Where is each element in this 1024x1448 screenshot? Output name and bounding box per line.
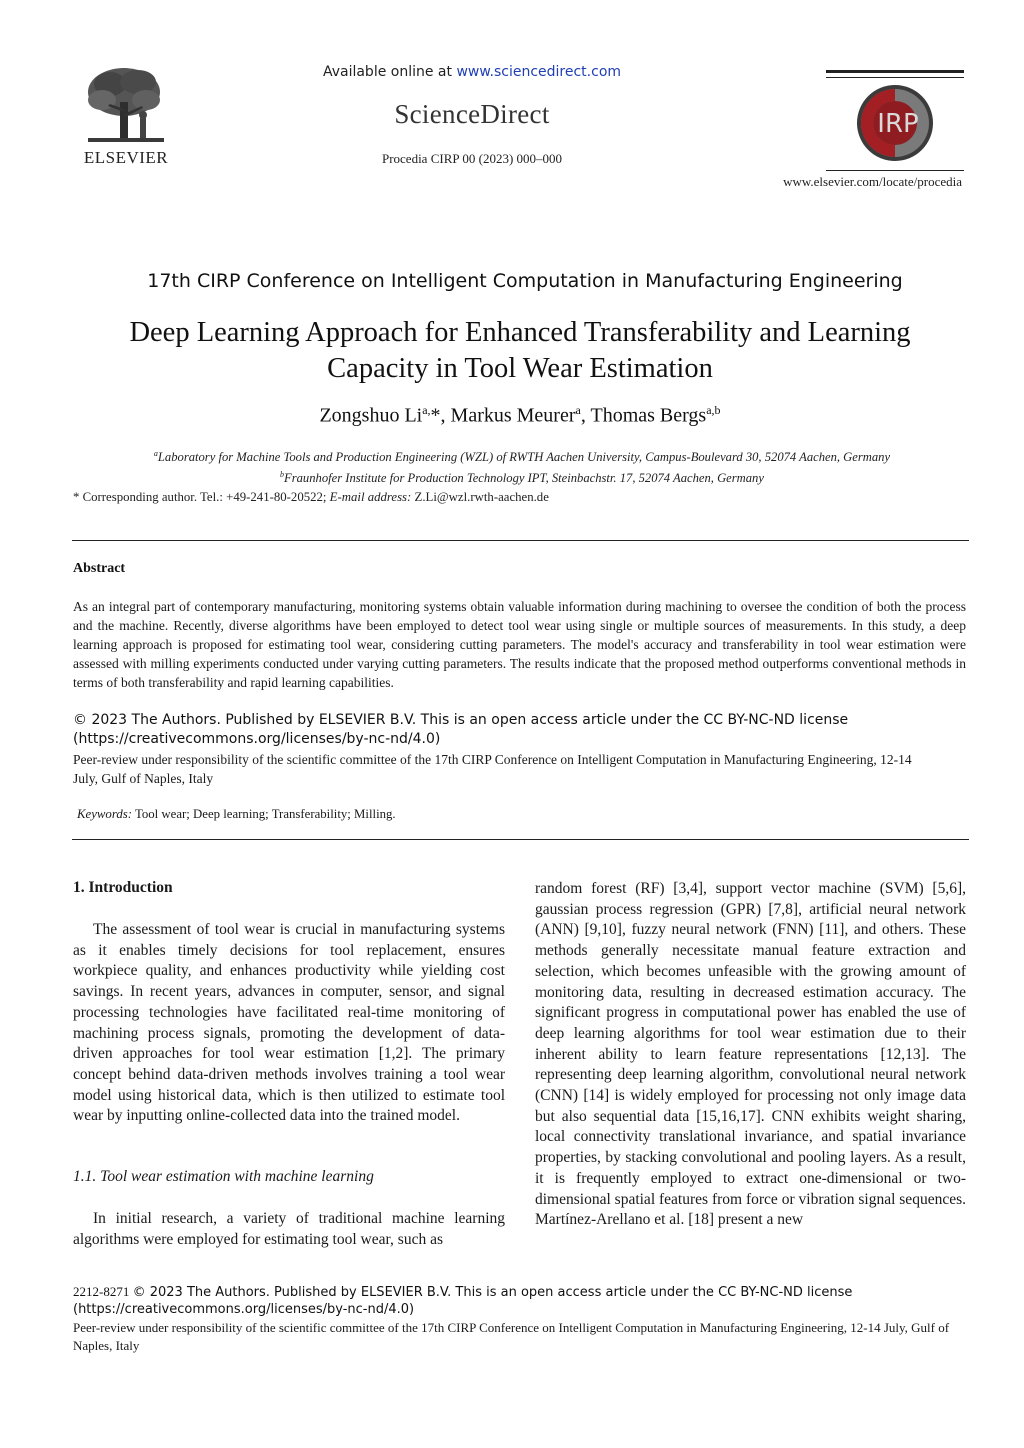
author-sup: a (575, 403, 581, 417)
intro-paragraph-1: The assessment of tool wear is crucial in manufacturing systems as it enables timely decisions for tool replacement, ensures workpiece quality, and enhances productivity while yielding cost savings. In recent years, advances in computer, sensor, and signal processing technologies have facilitated real-time monitoring of machining process signals, promoting the development of data-driven approaches for tool wear estimation [1,2]. The primary concept behind data-driven methods involves training a tool wear model using historical data, which is then utilized to estimate tool wear by inputting online-collected data into the trained model. (73, 921, 505, 1125)
paper-title-line2: Capacity in Tool Wear Estimation (327, 353, 713, 384)
license-url[interactable]: (https://creativecommons.org/licenses/by-nc-nd/4.0) (73, 731, 441, 747)
footer-license-line1: © 2023 The Authors. Published by ELSEVIER B.V. This is an open access article under the CC BY-NC-ND license (132, 1285, 853, 1300)
author-sup: a, (422, 403, 431, 417)
footer-issn: 2212-8271 (73, 1284, 133, 1299)
author-name: Thomas Bergs (590, 404, 707, 427)
journal-line: Procedia CIRP 00 (2023) 000–000 (381, 151, 563, 166)
abstract-heading: Abstract (73, 561, 126, 576)
sciencedirect-title: ScienceDirect (394, 99, 550, 129)
elsevier-wordmark: ELSEVIER (83, 148, 169, 167)
author-list: Zongshuo $Li^{a,}*$, Markus Meurer$^a$, Thomas Bergs$^{a,b}$ (319, 403, 721, 427)
divider-bottom (72, 839, 969, 840)
keywords-text: Tool wear; Deep learning; Transferability; Milling. (131, 807, 396, 821)
peer-review: Peer-review under responsibility of the scientific committee of the 17th CIRP Conference on Intelligent Computation in Manufacturing Engineering, 12-14 July, Gulf of Naples, Italy (73, 752, 912, 786)
affiliations (60, 445, 984, 487)
corresponding-author: * Corresponding author. Tel.: +49-241-80-20522; E-mail address: Z.Li@wzl.rwth-aachen.de (73, 490, 549, 504)
right-column-paragraph: random forest (RF) [3,4], support vector machine (SVM) [5,6], gaussian process regression (GPR) [7,8], artificial neural network (ANN) [9,10], fuzzy neural network (FNN) [11], and others. These methods generally necessitate manual feature extraction and selection, which becomes unfeasible with the growing amount of monitoring data, resulting in decreased estimation accuracy. The significant progress in computational power has enabled the use of deep learning algorithms for tool wear estimation due to their inherent ability to learn feature representations [12,13]. The representing deep learning algorithm, convolutional neural network (CNN) [14] is widely employed for processing not only image data but also sequential data [15,16,17]. CNN exhibits weight sharing, local connectivity translational invariance, and spatial invariance properties, by stacking convolutional and pooling layers. As a result, it is frequently employed to extract one-dimensional or two-dimensional spatial features from force or vibration signal sequences. Martínez-Arellano et al. [18] present a new (535, 880, 966, 1229)
email-address[interactable]: Z.Li@wzl.rwth-aachen.de (411, 490, 549, 504)
cirp-logo-block (826, 70, 964, 174)
divider-top (72, 540, 969, 541)
available-online (280, 64, 664, 80)
conference-name: 17th CIRP Conference on Intelligent Computation in Manufacturing Engineering (147, 270, 903, 292)
paper-title (40, 315, 1000, 387)
keywords (77, 807, 937, 822)
section-heading-introduction: 1. Introduction (73, 879, 173, 896)
author-sup: a,b (706, 403, 721, 417)
elsevier-tree-icon (80, 62, 172, 148)
cirp-logo-icon (826, 80, 964, 170)
locate-url: www.elsevier.com/locate/procedia (783, 174, 962, 189)
sciencedirect-link[interactable]: www.sciencedirect.com (456, 64, 622, 80)
cirp-logo-text: IRP (877, 109, 919, 139)
abstract-text: As an integral part of contemporary manufacturing, monitoring systems obtain valuable information during machining to oversee the condition of both the process and the machine. Recently, diverse algorithms have been employed to detect tool wear using single or multiple sources of measurements. In this study, a deep learning approach is proposed for estimating tool wear, considering cutting parameters. The model's accuracy and transferability in tool wear estimation were assessed with milling experiments conducted under varying cutting parameters. The results indicate that the proposed method outperforms conventional methods in terms of both transferability and rapid learning capabilities. (73, 599, 966, 690)
license-statement (73, 711, 973, 749)
intro-paragraph-2: In initial research, a variety of traditional machine learning algorithms were employed for estimating tool wear, such as (73, 1210, 505, 1248)
author-name: Markus Meurer (450, 404, 576, 427)
footer-peer-review: Peer-review under responsibility of the scientific committee of the 17th CIRP Conference on Intelligent Computation in Manufacturing Engineering, 12-14 July, Gulf of Naples, Italy (73, 1320, 950, 1353)
footer-license (73, 1283, 973, 1318)
author-name: Zongshuo Li (319, 404, 423, 427)
paper-title-line1: Deep Learning Approach for Enhanced Transferability and Learning (129, 317, 911, 348)
affiliation-a: $^a$Laboratory for Machine Tools and Production Engineering (WZL) of RWTH Aachen University, Campus-Boulevard 30, 52074 Aachen, Germany (153, 449, 891, 465)
keywords-label: Keywords: (77, 807, 132, 821)
affiliation-b: $^b$Fraunhofer Institute for Production Technology IPT, Steinbachstr. 17, 52074 Aachen, Germany (280, 470, 764, 486)
subsection-heading: 1.1. Tool wear estimation with machine learning (73, 1168, 374, 1185)
available-online-prefix: Available online at (322, 64, 457, 80)
footer-license-url[interactable]: (https://creativecommons.org/licenses/by-nc-nd/4.0) (73, 1302, 415, 1317)
elsevier-logo (80, 62, 172, 168)
license-line1: © 2023 The Authors. Published by ELSEVIER B.V. This is an open access article under the CC BY-NC-ND license (73, 712, 849, 728)
